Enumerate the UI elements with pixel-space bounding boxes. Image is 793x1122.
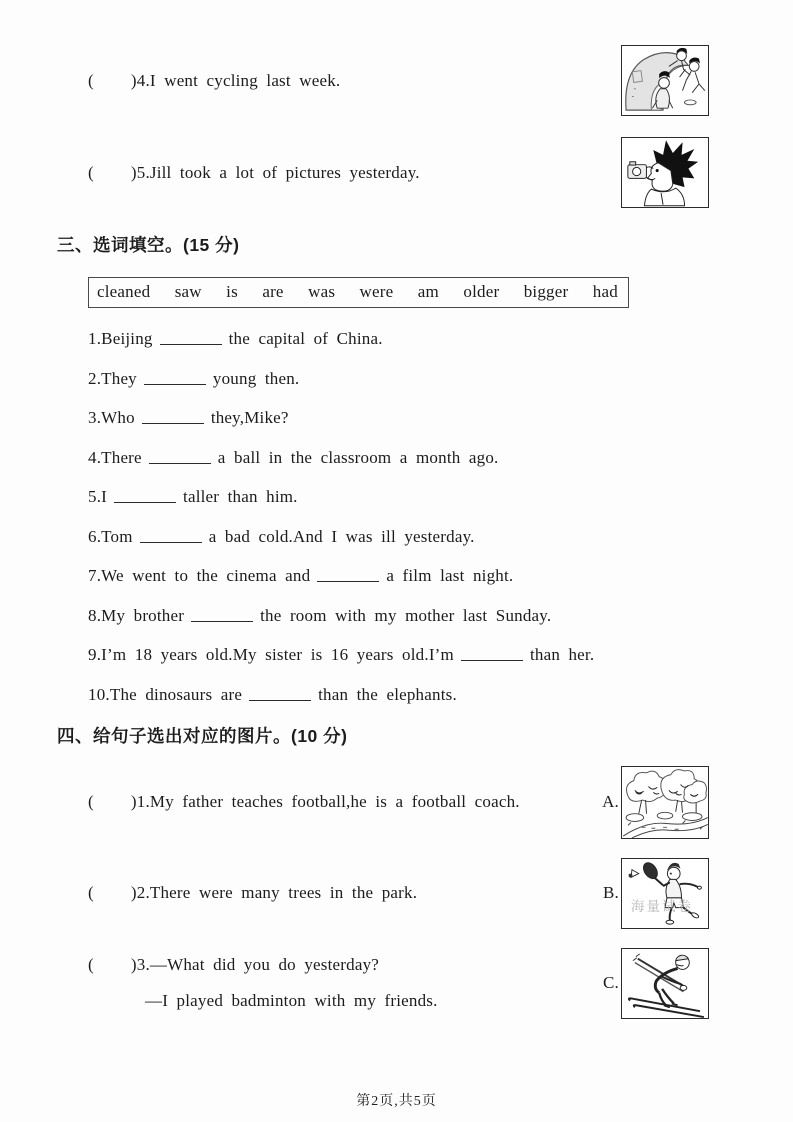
picture-match-row-1	[88, 766, 709, 839]
dialogue-line-1	[88, 955, 438, 975]
text-after-blank: a film last night.	[386, 566, 514, 585]
picture-match-row-2	[88, 858, 709, 929]
text-after-blank: a bad cold.And I was ill yesterday.	[208, 526, 475, 546]
item-number: 7.	[88, 566, 102, 585]
text-before-blank: There	[101, 447, 142, 467]
item-number: 4.	[88, 447, 102, 467]
answer-paren-open: (	[88, 70, 94, 90]
page-number: 第2页,共5页	[356, 1094, 437, 1109]
fill-in-blank	[249, 697, 311, 701]
answer-paren-open: (	[88, 883, 94, 902]
question-row-5	[88, 137, 709, 208]
option-c-group	[603, 948, 709, 1019]
fill-in-blank	[191, 618, 253, 622]
section-three	[0, 232, 793, 706]
option-label-b: B.	[603, 883, 619, 902]
item-number: 5.	[88, 487, 102, 506]
item-number: 8.	[88, 605, 102, 625]
watermark-text: 海量试卷	[631, 898, 693, 914]
text-after-blank: than her.	[529, 645, 595, 664]
item-number: 10.	[88, 684, 110, 704]
answer-paren-close: )	[130, 162, 137, 182]
word-bank-item: are	[262, 282, 284, 301]
word-bank-item: was	[308, 282, 336, 301]
answer-paren-close: )	[130, 70, 137, 90]
answer-paren-close: )	[130, 955, 137, 974]
word-bank-item: is	[226, 282, 238, 301]
item-number: 6.	[88, 526, 102, 546]
text-after-blank: the capital of China.	[228, 329, 383, 348]
top-matching-section	[0, 0, 793, 208]
text-before-blank: They	[101, 368, 137, 388]
word-bank-item: cleaned	[97, 282, 151, 301]
question-image-5	[621, 137, 709, 208]
option-image-c	[621, 948, 709, 1019]
text-after-blank: taller than him.	[183, 487, 298, 506]
option-b-group	[603, 858, 709, 929]
text-before-blank: I’m 18 years old.My sister is 16 years old.I’m	[101, 645, 454, 664]
answer-paren-close: )	[130, 792, 137, 811]
fill-in-blank	[142, 420, 204, 424]
text-before-blank: Who	[101, 408, 135, 427]
item-number: 1.	[88, 329, 102, 348]
fill-in-items	[88, 327, 733, 706]
item-number: 2.	[88, 368, 102, 388]
option-image-b	[621, 858, 709, 929]
text-before-blank: The dinosaurs are	[109, 684, 243, 704]
option-label-a: A.	[602, 792, 619, 811]
picture-match-row-3	[88, 948, 709, 1019]
fill-item-10	[88, 683, 733, 706]
dialogue-line-2: —I played badminton with my friends.	[145, 991, 438, 1010]
word-bank-item: saw	[174, 282, 202, 301]
option-a-group	[602, 766, 709, 839]
sentence: 3.—What did you do yesterday?	[136, 955, 380, 974]
question-text	[88, 955, 438, 1011]
question-text	[88, 883, 417, 903]
question-text-5	[88, 163, 420, 183]
badminton-player-illustration	[622, 859, 708, 928]
question-image-4	[621, 45, 709, 116]
fill-item-8	[88, 604, 733, 627]
word-bank-item: bigger	[523, 282, 569, 301]
text-after-blank: a ball in the classroom a month ago.	[217, 447, 499, 467]
answer-paren-open: (	[88, 162, 94, 182]
fill-in-blank	[140, 539, 202, 543]
text-before-blank: We went to the cinema and	[101, 566, 311, 585]
fill-in-blank	[160, 341, 222, 345]
section-three-title: 三、选词填空。(15 分)	[57, 235, 240, 255]
answer-paren-open: (	[88, 792, 94, 811]
text-after-blank: than the elephants.	[318, 684, 457, 704]
question-row-4	[88, 45, 709, 116]
text-before-blank: I	[101, 487, 108, 506]
word-bank-item: had	[592, 282, 618, 301]
text-before-blank: Tom	[101, 526, 133, 546]
section-four-title: 四、给句子选出对应的图片。(10 分)	[57, 725, 348, 746]
fill-in-blank	[144, 381, 206, 385]
question-text	[88, 792, 520, 812]
answer-paren-close: )	[130, 883, 137, 902]
word-bank-item: older	[463, 282, 500, 301]
option-label-c: C.	[603, 973, 619, 992]
option-image-a	[621, 766, 709, 839]
fill-item-5	[88, 485, 733, 508]
camping-tent-illustration	[622, 46, 708, 115]
question-text-4	[88, 71, 340, 91]
item-number: 9.	[88, 645, 102, 664]
word-bank-item: am	[417, 282, 439, 301]
boy-with-camera-illustration	[622, 138, 708, 207]
fill-item-2	[88, 367, 733, 390]
item-number: 3.	[88, 408, 102, 427]
fill-item-4	[88, 446, 733, 469]
fill-item-1	[88, 327, 733, 350]
fill-in-blank	[317, 578, 379, 582]
fill-in-blank	[149, 460, 211, 464]
fill-item-9	[88, 643, 733, 666]
fill-item-3	[88, 406, 733, 429]
answer-paren-open: (	[88, 955, 94, 974]
fill-in-blank	[114, 499, 176, 503]
section-four	[0, 723, 793, 1019]
park-with-trees-illustration	[622, 767, 708, 838]
sentence: 5.Jill took a lot of pictures yesterday.	[136, 162, 420, 182]
fill-item-7	[88, 564, 733, 587]
sentence: 1.My father teaches football,he is a football coach.	[136, 792, 520, 811]
skier-illustration	[622, 949, 708, 1018]
sentence: 2.There were many trees in the park.	[136, 883, 418, 902]
word-bank-item: were	[359, 282, 394, 301]
text-after-blank: they,Mike?	[210, 408, 289, 427]
word-bank	[88, 277, 629, 308]
fill-in-blank	[461, 657, 523, 661]
sentence: 4.I went cycling last week.	[136, 70, 341, 90]
text-after-blank: the room with my mother last Sunday.	[260, 605, 552, 625]
text-before-blank: Beijing	[101, 329, 153, 348]
fill-item-6	[88, 525, 733, 548]
text-before-blank: My brother	[101, 605, 185, 625]
text-after-blank: young then.	[212, 368, 300, 388]
